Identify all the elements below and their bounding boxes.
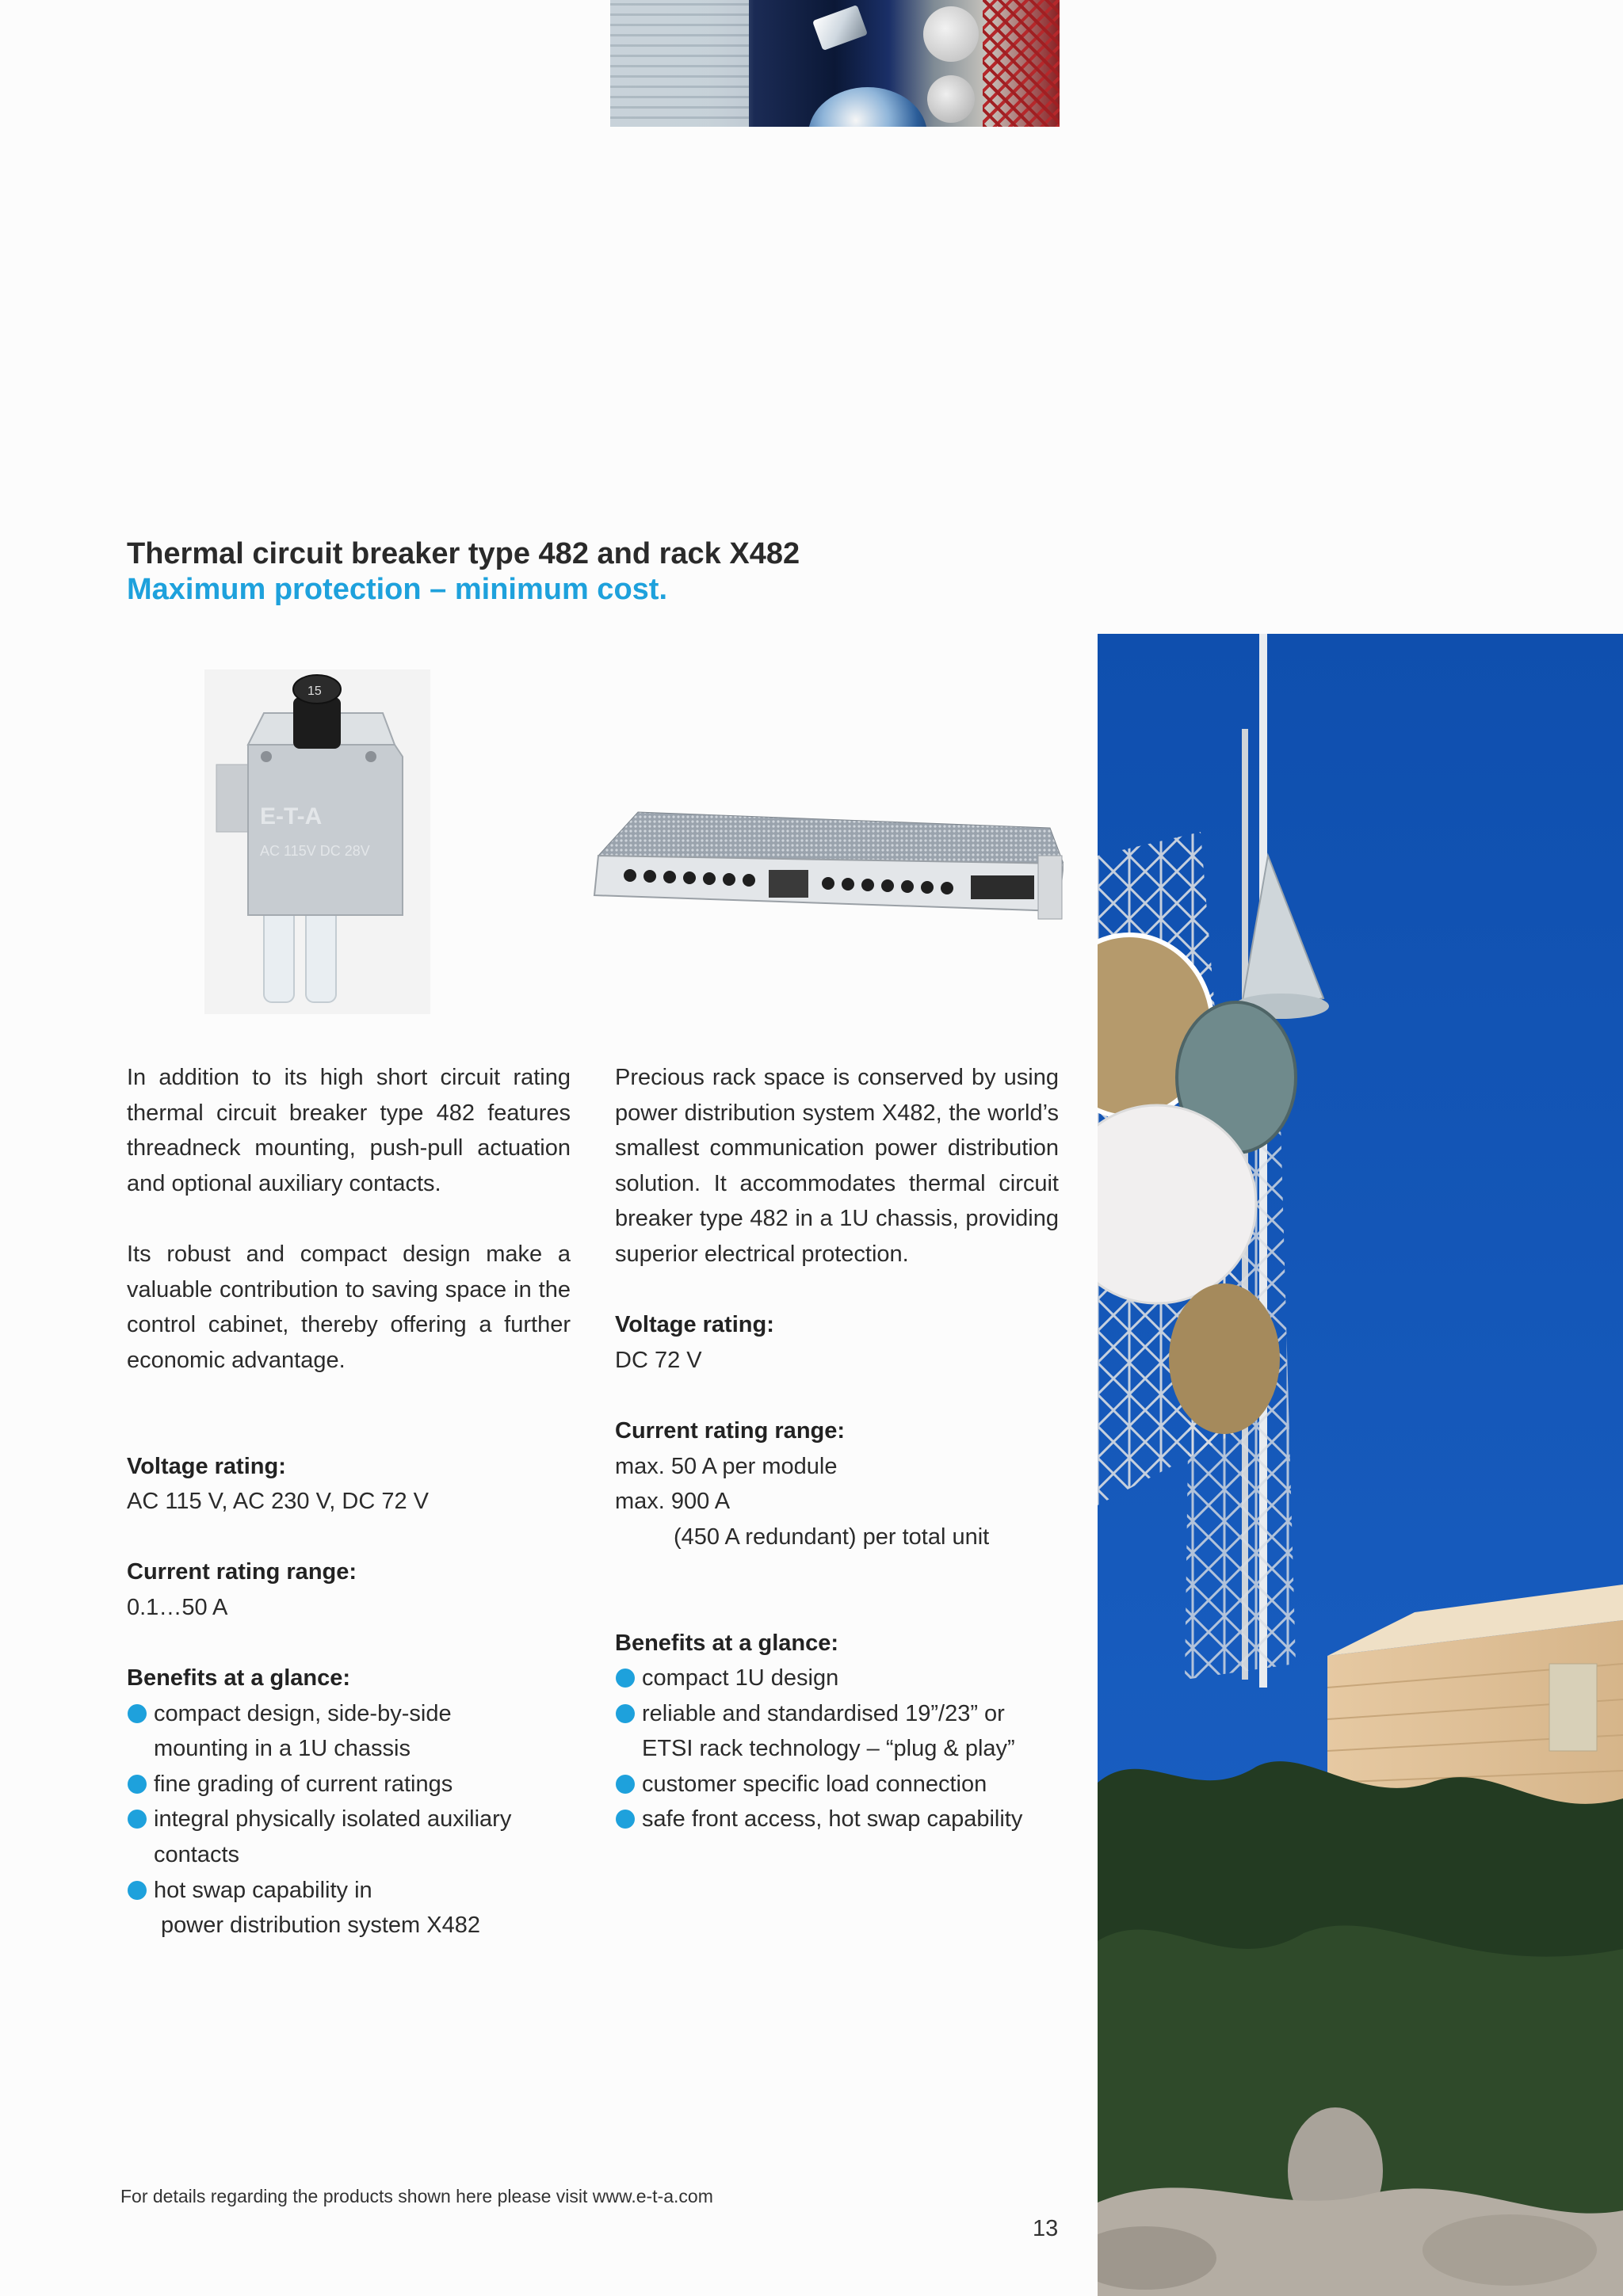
left-text-column — [127, 1060, 571, 1943]
benefit-line: ETSI rack technology – “plug & play” — [642, 1736, 1015, 1762]
circuit-breaker-image — [204, 669, 430, 1014]
bullet-icon — [616, 1669, 635, 1688]
antenna-tower-photo — [1098, 634, 1623, 2296]
voltage-rating-label: Voltage rating: — [615, 1312, 774, 1338]
breaker-design-paragraph: Its robust and compact design make a valuable contribution to saving space in the control cabinet, thereby offering a further economic advantage. — [127, 1241, 571, 1373]
breaker-knob-text: 15 — [307, 685, 322, 698]
benefit-item — [615, 1661, 1059, 1696]
satellite-graphic — [812, 5, 868, 51]
benefit-item — [127, 1802, 571, 1872]
benefit-line: safe front access, hot swap capability — [642, 1806, 1023, 1833]
benefit-line: contacts — [154, 1842, 239, 1868]
page-title: Thermal circuit breaker type 482 and rack X482 — [127, 537, 800, 570]
benefit-line: hot swap capability in — [154, 1877, 372, 1903]
bullet-icon — [128, 1810, 147, 1829]
dish-graphic — [927, 75, 975, 123]
breaker-intro-paragraph: In addition to its high short circuit rating thermal circuit breaker type 482 features threadneck mounting, push-pull actuation and optional auxiliary contacts. — [127, 1065, 571, 1196]
current-rating-label: Current rating range: — [615, 1417, 846, 1444]
current-rating-value: max. 50 A per module — [615, 1453, 838, 1479]
rack-panel-graphic — [610, 0, 749, 127]
current-rating-value: 0.1…50 A — [127, 1594, 228, 1620]
page-subtitle: Maximum protection – minimum cost. — [127, 573, 667, 606]
benefit-item — [127, 1696, 571, 1767]
benefit-line: fine grading of current ratings — [154, 1771, 453, 1797]
voltage-rating-value: DC 72 V — [615, 1347, 702, 1373]
bullet-icon — [616, 1775, 635, 1794]
benefit-item — [127, 1873, 571, 1943]
current-rating-value: (450 A redundant) per total unit — [674, 1524, 990, 1550]
rack-intro-paragraph: Precious rack space is conserved by using power distribution system X482, the world’s smallest communication power distribution solution. It accommodates thermal circuit breaker type 482 in a 1U chassis, providing superior electrical protection. — [615, 1065, 1059, 1267]
benefit-line: compact 1U design — [642, 1665, 839, 1691]
voltage-rating-value: AC 115 V, AC 230 V, DC 72 V — [127, 1489, 430, 1515]
benefit-line: compact design, side-by-side — [154, 1700, 452, 1726]
earth-graphic — [808, 87, 927, 127]
dish-graphic — [923, 6, 979, 62]
current-rating-label: Current rating range: — [127, 1559, 357, 1585]
right-text-column — [615, 1060, 1059, 1837]
benefit-item — [615, 1696, 1059, 1767]
bullet-icon — [616, 1704, 635, 1723]
benefits-label: Benefits at a glance: — [127, 1665, 351, 1691]
bullet-icon — [128, 1775, 147, 1794]
benefit-line: mounting in a 1U chassis — [154, 1736, 411, 1762]
top-banner-image — [610, 0, 1060, 127]
page-number: 13 — [1033, 2216, 1059, 2241]
breaker-brand-text: E-T-A — [260, 803, 323, 830]
voltage-rating-label: Voltage rating: — [127, 1453, 286, 1479]
benefit-line: power distribution system X482 — [161, 1913, 480, 1939]
benefit-line: integral physically isolated auxiliary — [154, 1806, 512, 1833]
breaker-rating-text: AC 115V DC 28V — [260, 843, 370, 859]
current-rating-value: max. 900 A — [615, 1489, 731, 1515]
benefits-label: Benefits at a glance: — [615, 1630, 839, 1656]
benefit-item — [615, 1802, 1059, 1837]
tower-graphic — [983, 0, 1060, 127]
bullet-icon — [616, 1810, 635, 1829]
rack-x482-image — [590, 800, 1064, 947]
benefit-line: reliable and standardised 19”/23” or — [642, 1700, 1005, 1726]
bullet-icon — [128, 1704, 147, 1723]
benefit-line: customer specific load connection — [642, 1771, 987, 1797]
footer-note: For details regarding the products shown here please visit www.e-t-a.com — [120, 2186, 713, 2206]
benefit-item — [615, 1767, 1059, 1802]
benefit-item — [127, 1767, 571, 1802]
bullet-icon — [128, 1881, 147, 1900]
